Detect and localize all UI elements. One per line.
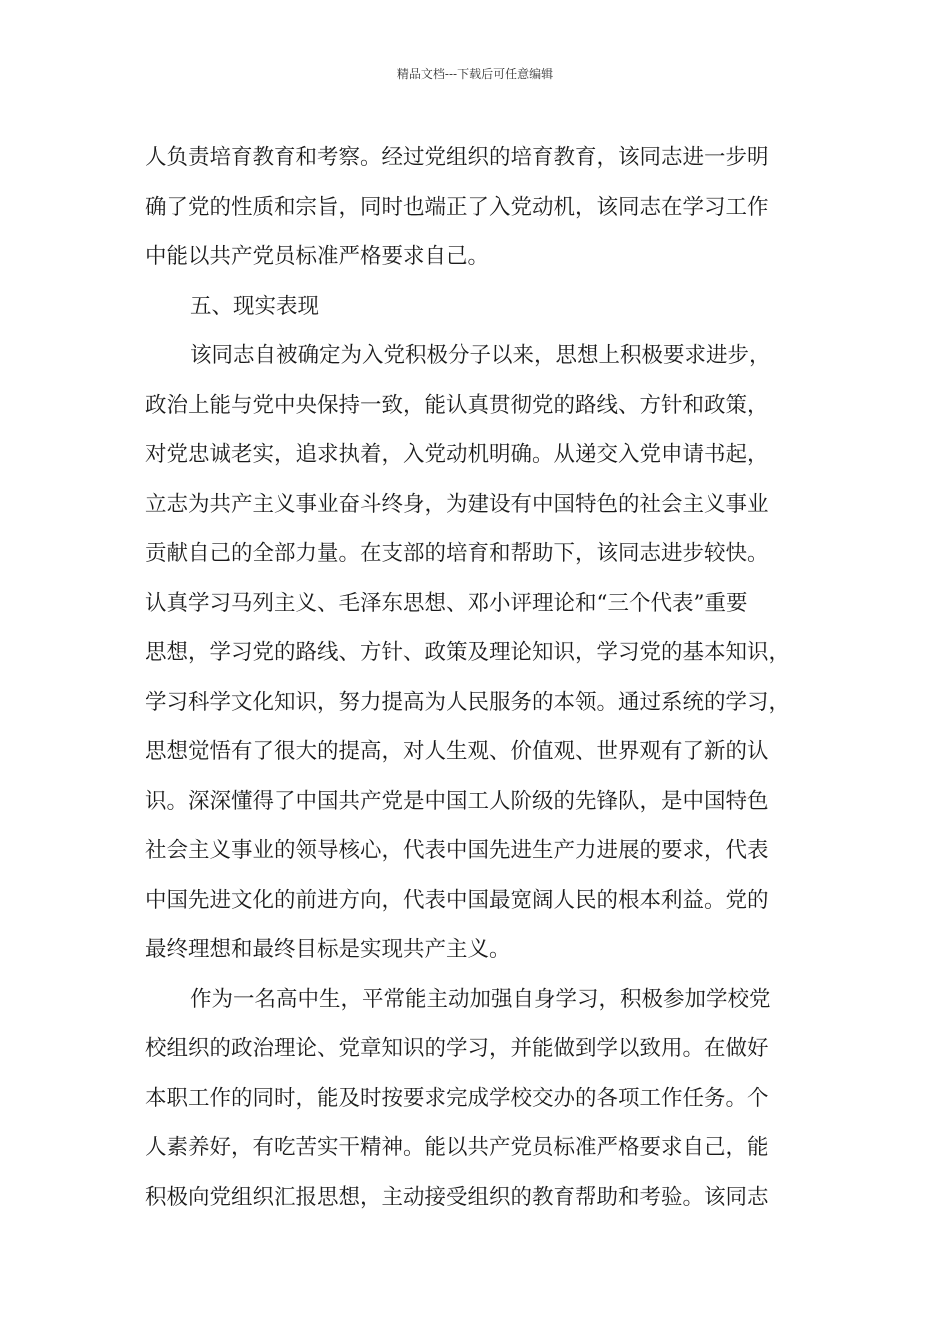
text-line: 积极向党组织汇报思想，主动接受组织的教育帮助和考验。该同志	[145, 1184, 769, 1210]
page-header: 精品文档---下载后可任意编辑	[396, 67, 554, 81]
text-line: 识。深深懂得了中国共产党是中国工人阶级的先锋队，是中国特色	[145, 788, 769, 814]
text-line: 立志为共产主义事业奋斗终身，为建设有中国特色的社会主义事业	[145, 491, 769, 517]
text-line: 中国先进文化的前进方向，代表中国最宽阔人民的根本利益。党的	[145, 887, 769, 913]
text-line: 政治上能与党中央保持一致，能认真贯彻党的路线、方针和政策，	[145, 392, 769, 418]
text-line: 作为一名高中生，平常能主动加强自身学习，积极参加学校党	[190, 986, 771, 1012]
text-line: 确了党的性质和宗旨，同时也端正了入党动机，该同志在学习工作	[145, 194, 769, 220]
text-line: 对党忠诚老实，追求执着，入党动机明确。从递交入党申请书起，	[145, 442, 769, 467]
text-line: 思想，学习党的路线、方针、政策及理论知识，学习党的基本知识，	[145, 640, 791, 665]
text-line: 贡献自己的全部力量。在支部的培育和帮助下，该同志进步较快。	[145, 541, 769, 566]
text-line: 社会主义事业的领导核心，代表中国先进生产力进展的要求，代表	[145, 838, 769, 863]
document-body	[145, 133, 825, 1222]
text-line: 中能以共产党员标准严格要求自己。	[145, 244, 490, 269]
section-heading: 五、现实表现	[190, 293, 320, 319]
text-line: 校组织的政治理论、党章知识的学习，并能做到学以致用。在做好	[145, 1036, 769, 1061]
text-line: 学习科学文化知识，努力提高为人民服务的本领。通过系统的学习，	[145, 689, 791, 715]
text-line: 认真学习马列主义、毛泽东思想、邓小评理论和“三个代表”重要	[145, 590, 748, 616]
text-line: 最终理想和最终目标是实现共产主义。	[145, 937, 511, 962]
text-line: 人素养好，有吃苦实干精神。能以共产党员标准严格要求自己，能	[145, 1135, 769, 1160]
text-line: 人负责培育教育和考察。经过党组织的培育教育，该同志进一步明	[145, 145, 769, 170]
text-line: 思想觉悟有了很大的提高，对人生观、价值观、世界观有了新的认	[145, 739, 769, 764]
text-line: 本职工作的同时，能及时按要求完成学校交办的各项工作任务。个	[145, 1085, 769, 1111]
text-line: 该同志自被确定为入党积极分子以来，思想上积极要求进步，	[190, 343, 771, 368]
